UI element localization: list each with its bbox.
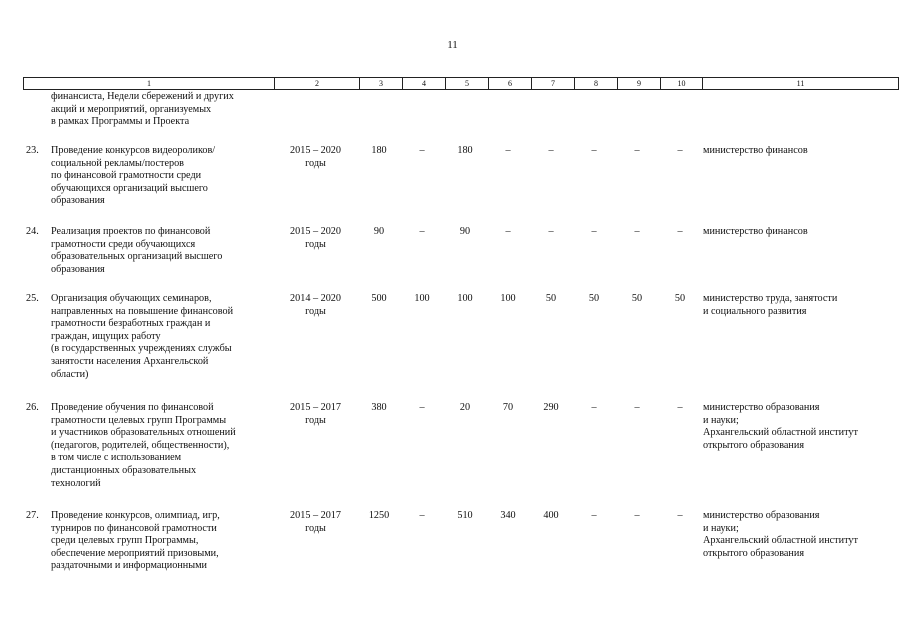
row-executor: министерство образования и науки; Архангельский областной институт открытого образования [703, 510, 858, 559]
row-value-2020: 50 [674, 293, 686, 304]
row-executor: министерство финансов [703, 226, 808, 237]
row-value-2018: – [591, 145, 597, 156]
row-value-2019: – [634, 226, 640, 237]
row-value-2014: – [419, 510, 425, 521]
row-period: 2014 – 2020 годы [290, 293, 341, 317]
row-number: 23. [26, 145, 39, 156]
row-value-2018: – [591, 402, 597, 413]
row-value-2017: 400 [543, 510, 559, 521]
header-col-8: 8 [575, 78, 618, 89]
row-executor: министерство труда, занятости и социального развития [703, 293, 838, 317]
row-description: Проведение конкурсов, олимпиад, игр, турниров по финансовой грамотности среди целевых групп Программы, обеспечение мероприятий призовыми, раздаточными и информационными [51, 510, 220, 572]
row-value-2020: – [677, 145, 683, 156]
row-value-2018: 50 [588, 293, 600, 304]
row-value-2014: – [419, 402, 425, 413]
row-value-2016: 100 [500, 293, 516, 304]
row-value-2016: 340 [500, 510, 516, 521]
header-col-5: 5 [446, 78, 489, 89]
row-value-total: 500 [371, 293, 387, 304]
row-period: 2015 – 2017 годы [290, 402, 341, 426]
row-value-total: 380 [371, 402, 387, 413]
row-value-2015: 180 [457, 145, 473, 156]
row-value-2017: – [548, 226, 554, 237]
row-value-2015: 510 [457, 510, 473, 521]
row-value-2018: – [591, 226, 597, 237]
row-description: Проведение обучения по финансовой грамотности целевых групп Программы и участников образовательных отношений (педагогов, родителей, общественности), в том числе с использованием дистанционных образовательных технологий [51, 402, 236, 489]
row-executor: министерство финансов [703, 145, 808, 156]
row-value-2016: – [505, 145, 511, 156]
header-col-7: 7 [532, 78, 575, 89]
continuation-text: финансиста, Недели сбережений и других акций и мероприятий, организуемых в рамках Программы и Проекта [51, 91, 234, 128]
row-value-2019: – [634, 145, 640, 156]
row-period: 2015 – 2020 годы [290, 226, 341, 250]
row-value-2020: – [677, 226, 683, 237]
row-value-2019: – [634, 402, 640, 413]
header-col-2: 2 [275, 78, 360, 89]
row-number: 24. [26, 226, 39, 237]
row-value-2016: 70 [502, 402, 514, 413]
table-header [23, 77, 899, 90]
row-value-total: 90 [373, 226, 385, 237]
header-col-1: 1 [24, 78, 275, 89]
row-executor: министерство образования и науки; Архангельский областной институт открытого образования [703, 402, 858, 451]
row-period: 2015 – 2017 годы [290, 510, 341, 534]
row-value-2014: 100 [414, 293, 430, 304]
row-value-2014: – [419, 145, 425, 156]
row-value-2017: 50 [545, 293, 557, 304]
row-value-2017: 290 [543, 402, 559, 413]
row-number: 25. [26, 293, 39, 304]
header-col-9: 9 [618, 78, 661, 89]
row-value-2016: – [505, 226, 511, 237]
row-description: Реализация проектов по финансовой грамотности среди обучающихся образовательных организаций высшего образования [51, 226, 223, 275]
row-description: Организация обучающих семинаров, направленных на повышение финансовой грамотности безработных граждан и граждан, ищущих работу (в государственных учреждениях службы занятости населения Архангельской области) [51, 293, 234, 380]
row-number: 26. [26, 402, 39, 413]
page-number: 11 [447, 39, 458, 51]
row-value-2015: 90 [459, 226, 471, 237]
header-col-11: 11 [703, 78, 899, 89]
row-value-total: 180 [371, 145, 387, 156]
row-value-2019: 50 [631, 293, 643, 304]
row-value-2020: – [677, 510, 683, 521]
header-col-3: 3 [360, 78, 403, 89]
row-value-2014: – [419, 226, 425, 237]
row-period: 2015 – 2020 годы [290, 145, 341, 169]
row-description: Проведение конкурсов видеороликов/ социальной рекламы/постеров по финансовой грамотности среди обучающихся организаций высшего образования [51, 145, 216, 207]
row-number: 27. [26, 510, 39, 521]
row-value-2018: – [591, 510, 597, 521]
header-col-6: 6 [489, 78, 532, 89]
row-value-2017: – [548, 145, 554, 156]
row-value-2019: – [634, 510, 640, 521]
row-value-2020: – [677, 402, 683, 413]
row-value-2015: 100 [457, 293, 473, 304]
header-col-10: 10 [661, 78, 703, 89]
header-col-4: 4 [403, 78, 446, 89]
row-value-total: 1250 [368, 510, 390, 521]
row-value-2015: 20 [459, 402, 471, 413]
